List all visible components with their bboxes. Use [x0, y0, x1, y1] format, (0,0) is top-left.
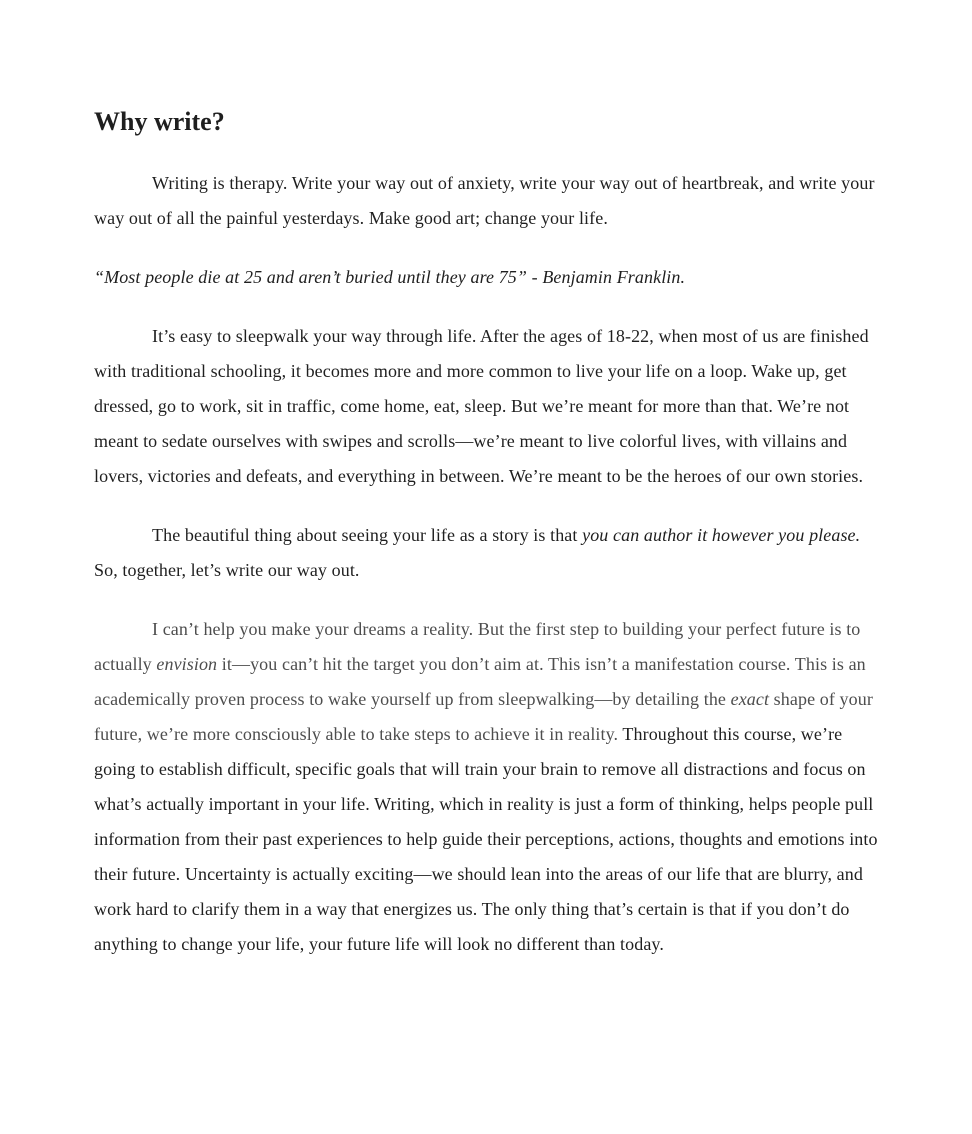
paragraph-writing-is-therapy: Writing is therapy. Write your way out of anxiety, write your way out of heartbreak, and write your way out of all the painful yesterdays. Make good art; change your life. — [94, 173, 875, 228]
text-run-italic: envision — [156, 654, 218, 674]
paragraph-author-your-life — [94, 518, 878, 588]
page-title: Why write? — [94, 107, 225, 136]
paragraph-course-overview — [94, 612, 878, 962]
text-run-italic: you can author it however you please. — [582, 525, 861, 545]
text-run: The beautiful thing about seeing your life as a story is that — [152, 525, 583, 545]
paragraph-sleepwalk: It’s easy to sleepwalk your way through life. After the ages of 18-22, when most of us are finished with traditional schooling, it becomes more and more common to live your life on a loop. Wake up, get dressed, go to work, sit in traffic, come home, eat, sleep. But we’re meant for more than that. We’re not meant to sedate ourselves with swipes and scrolls—we’re meant to live colorful lives, with villains and lovers, victories and defeats, and everything in between. We’re meant to be the heroes of our own stories. — [94, 326, 869, 486]
text-run: So, together, let’s write our way out. — [94, 560, 360, 580]
text-run: it—you can’t hit the target you don’t aim at. This isn’t a manifestation course. This is an academically proven process to wake yourself up from sleepwalking—by detailing the — [94, 654, 866, 709]
text-run: Throughout this course, we’re going to establish difficult, specific goals that will train your brain to remove all distractions and focus on what’s actually important in your life. Writing, which in reality is just a form of thinking, helps people pull information from their past experiences to help guide their perceptions, actions, thoughts and emotions into their future. Uncertainty is actually exciting—we should lean into the areas of our life that are blurry, and work hard to clarify them in a way that energizes us. The only thing that’s certain is that if you don’t do anything to change your life, your future life will look no different than today. — [94, 724, 878, 954]
text-run-italic: exact — [730, 689, 770, 709]
text-run: shape of your future, we’re more consciously able to take steps to achieve it in reality. — [94, 689, 873, 744]
text-run: I can’t help you make your dreams a reality. But the first step to building your perfect future is to actually — [94, 619, 861, 674]
quote-benjamin-franklin: “Most people die at 25 and aren’t buried until they are 75” - Benjamin Franklin. — [94, 267, 686, 287]
